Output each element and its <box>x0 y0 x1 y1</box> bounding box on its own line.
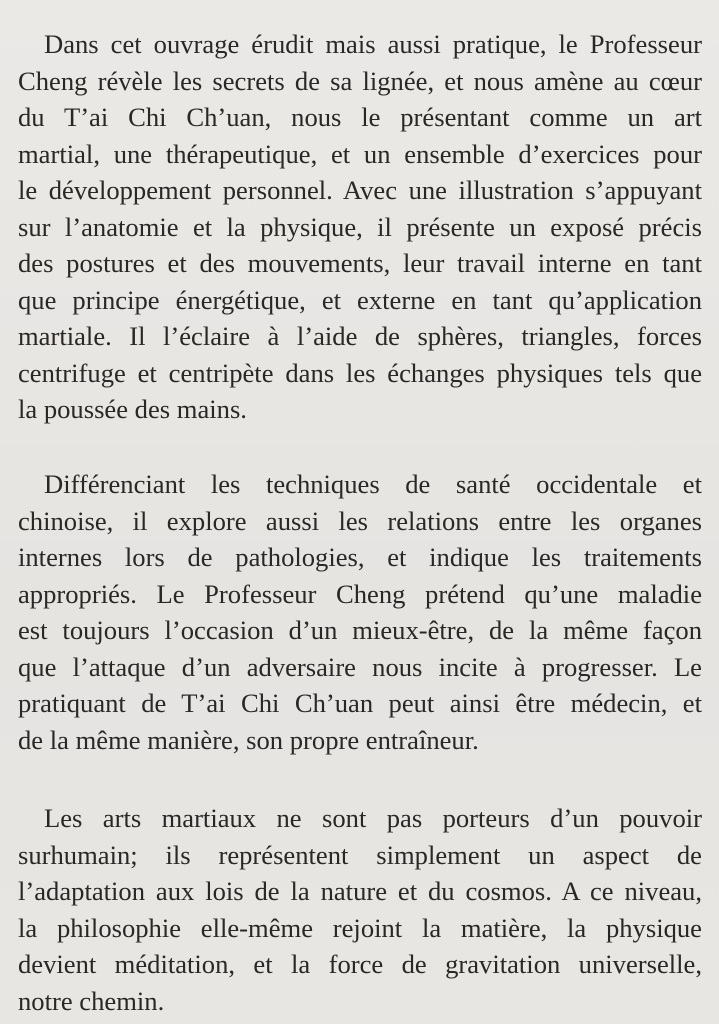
text-line: que principe énergétique, et externe en tant qu’application <box>18 284 702 315</box>
text-line: Dans cet ouvrage érudit mais aussi pratique, le Professeur <box>44 29 702 59</box>
text-line: la poussée des mains. <box>18 394 247 424</box>
text-line: sur l’anatomie et la physique, il présente un exposé précis <box>18 211 702 242</box>
text-line: le développement personnel. Avec une illustration s’appuyant <box>18 175 702 205</box>
text-line: notre chemin. <box>18 985 165 1016</box>
text-line: du T’ai Chi Ch’uan, nous le présentant comme un art <box>18 102 702 132</box>
text-line: la philosophie elle-même rejoint la matière, la physique <box>18 912 702 943</box>
text-line: martiale. Il l’éclaire à l’aide de sphères, triangles, forces <box>18 321 702 351</box>
text-line: que l’attaque d’un adversaire nous incite à progresser. Le <box>18 651 702 682</box>
paragraph-3 <box>18 800 702 1019</box>
text-line: chinoise, il explore aussi les relations entre les organes <box>18 505 702 536</box>
text-line: centrifuge et centripète dans les échanges physiques tels que <box>18 357 702 388</box>
text-line: internes lors de pathologies, et indique les traitements <box>18 542 702 572</box>
text-line: est toujours l’occasion d’un mieux-être, de la même façon <box>18 615 702 645</box>
text-line: appropriés. Le Professeur Cheng prétend qu’une maladie <box>18 578 702 609</box>
text-line: Les arts martiaux ne sont pas porteurs d’un pouvoir <box>44 803 702 833</box>
text-line: l’adaptation aux lois de la nature et du cosmos. A ce niveau, <box>18 876 702 906</box>
text-line: de la même manière, son propre entraîneur. <box>18 724 479 755</box>
paragraph-2 <box>18 466 702 758</box>
text-line: Différenciant les techniques de santé occidentale et <box>44 469 702 499</box>
text-line: surhumain; ils représentent simplement un aspect de <box>18 839 702 870</box>
paragraph-1 <box>18 26 702 428</box>
text-line: devient méditation, et la force de gravitation universelle, <box>18 949 702 979</box>
text-line: martial, une thérapeutique, et un ensemble d’exercices pour <box>18 138 702 169</box>
text-line: Cheng révèle les secrets de sa lignée, et nous amène au cœur <box>18 65 702 96</box>
text-line: pratiquant de T’ai Chi Ch’uan peut ainsi être médecin, et <box>18 688 702 718</box>
text-line: des postures et des mouvements, leur travail interne en tant <box>18 248 702 278</box>
